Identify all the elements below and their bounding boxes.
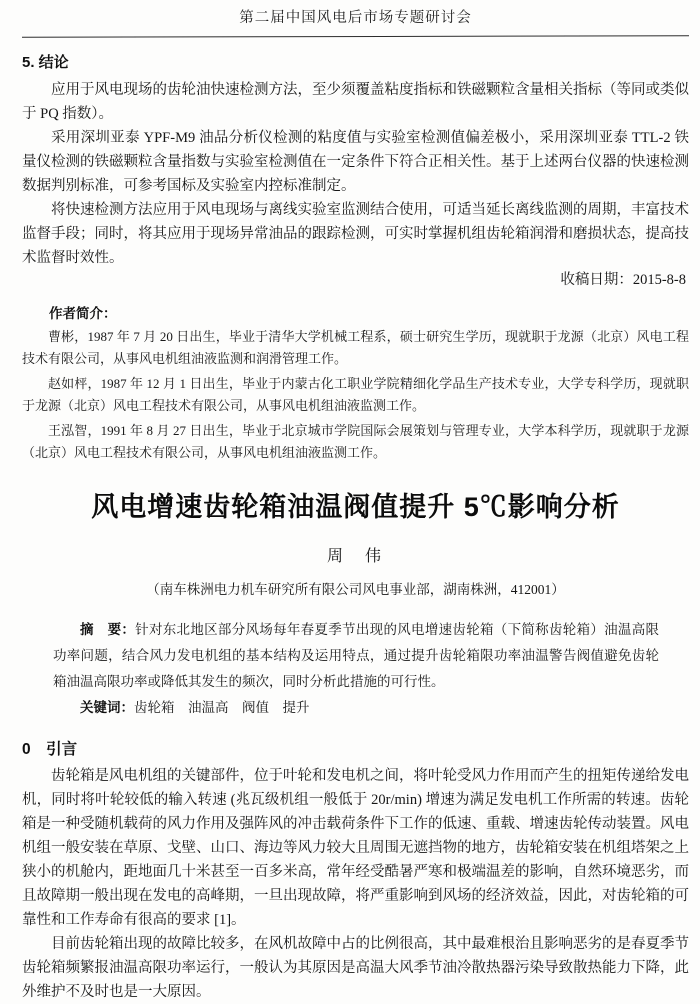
abstract-section	[53, 617, 659, 721]
received-date: 收稿日期：2015-8-8	[560, 272, 686, 288]
author-bio: 赵如枰，1987 年 12 月 1 日出生，毕业于内蒙古化工职业学院精细化学品生产技术专业，大学专科学历，现就职于龙源（北京）风电工程技术有限公司，从事风电机组油液监测工作。	[22, 376, 689, 413]
intro-heading: 0 引言	[22, 741, 78, 758]
keywords-text: 齿轮箱 油温高 阀值 提升	[134, 700, 310, 715]
author-bio: 曹彬，1987 年 7 月 20 日出生，毕业于清华大学机械工程系，硕士研究生学历，现就职于龙源（北京）风电工程技术有限公司，从事风电机组油液监测和润滑管理工作。	[22, 329, 689, 366]
author-bios-section	[22, 326, 689, 464]
conclusion-paragraph: 应用于风电现场的齿轮油快速检测方法，至少须覆盖粘度指标和铁磁颗粒含量相关指标（等同或类似于 PQ 指数）。	[22, 82, 689, 122]
abstract-label: 摘 要：	[80, 622, 136, 637]
conclusion-section	[22, 78, 689, 270]
keywords-label: 关键词：	[80, 700, 134, 715]
running-header: 第二届中国风电后市场专题研讨会	[239, 10, 472, 26]
intro-paragraph: 目前齿轮箱出现的故障比较多，在风机故障中占的比例很高，其中最难根治且影响恶劣的是春夏季节齿轮箱频繁报油温高限功率运行，一般认为其原因是高温大风季节油冷散热器污染导致散热能力下降，此外维护不及时也是一大原因。	[22, 936, 689, 1000]
conclusion-heading: 5. 结论	[22, 54, 69, 71]
intro-paragraph: 齿轮箱是风电机组的关键部件，位于叶轮和发电机之间，将叶轮受风力作用而产生的扭矩传递给发电机，同时将叶轮较低的输入转速 (兆瓦级机组一般低于 20r/min) 增速为满足发电机工作所需的转速。齿轮箱是一种受随机载荷的风力作用及强阵风的冲击载荷条件下工作的低速、重载、增速齿轮传动装置。风电机组一般安装在草原、戈壁、山口、海边等风力较大且周围无遮挡物的地方，齿轮箱安装在机组塔架之上狭小的机舱内，距地面几十米甚至一百多米高，常年经受酷暑严寒和极端温差的影响，自然环境恶劣，而且故障期一般出现在发电的高峰期，一旦出现故障，将严重影响到风场的经济效益，因此，对齿轮箱的可靠性和工作寿命有很高的要求 [1]。	[22, 768, 689, 928]
header-rule	[22, 35, 689, 37]
article-author: 周 伟	[326, 548, 384, 565]
conclusion-paragraph: 将快速检测方法应用于风电现场与离线实验室监测结合使用，可适当延长离线监测的周期，丰富技术监督手段；同时，将其应用于现场异常油品的跟踪检测，可实时掌握机组齿轮箱润滑和磨损状态，提高技术监督时效性。	[22, 202, 689, 266]
article-affiliation: （南车株洲电力机车研究所有限公司风电事业部，湖南株洲，412001）	[146, 582, 565, 597]
article-title: 风电增速齿轮箱油温阀值提升 5℃影响分析	[91, 492, 620, 522]
author-bio: 王泓智，1991 年 8 月 27 日出生，毕业于北京城市学院国际会展策划与管理专业，大学本科学历，现就职于龙源（北京）风电工程技术有限公司，从事风电机组油液监测工作。	[22, 423, 689, 460]
abstract-text: 针对东北地区部分风场每年春夏季节出现的风电增速齿轮箱（下简称齿轮箱）油温高限功率问题，结合风力发电机组的基本结构及运用特点，通过提升齿轮箱限功率油温警告阀值避免齿轮箱油温高限功率或降低其发生的频次，同时分析此措施的可行性。	[53, 622, 659, 689]
abstract-paragraph	[53, 617, 659, 695]
keywords-line	[53, 695, 659, 721]
conclusion-paragraph: 采用深圳亚泰 YPF-M9 油品分析仪检测的粘度值与实验室检测值偏差极小，采用深圳亚泰 TTL-2 铁量仪检测的铁磁颗粒含量指数与实验室检测值在一定条件下符合正相关性。基于上述两台仪器的快速检测数据判别标准，可参考国标及实验室内控标准制定。	[22, 130, 689, 194]
author-bios-heading: 作者简介：	[49, 306, 117, 321]
intro-section	[22, 764, 689, 1004]
